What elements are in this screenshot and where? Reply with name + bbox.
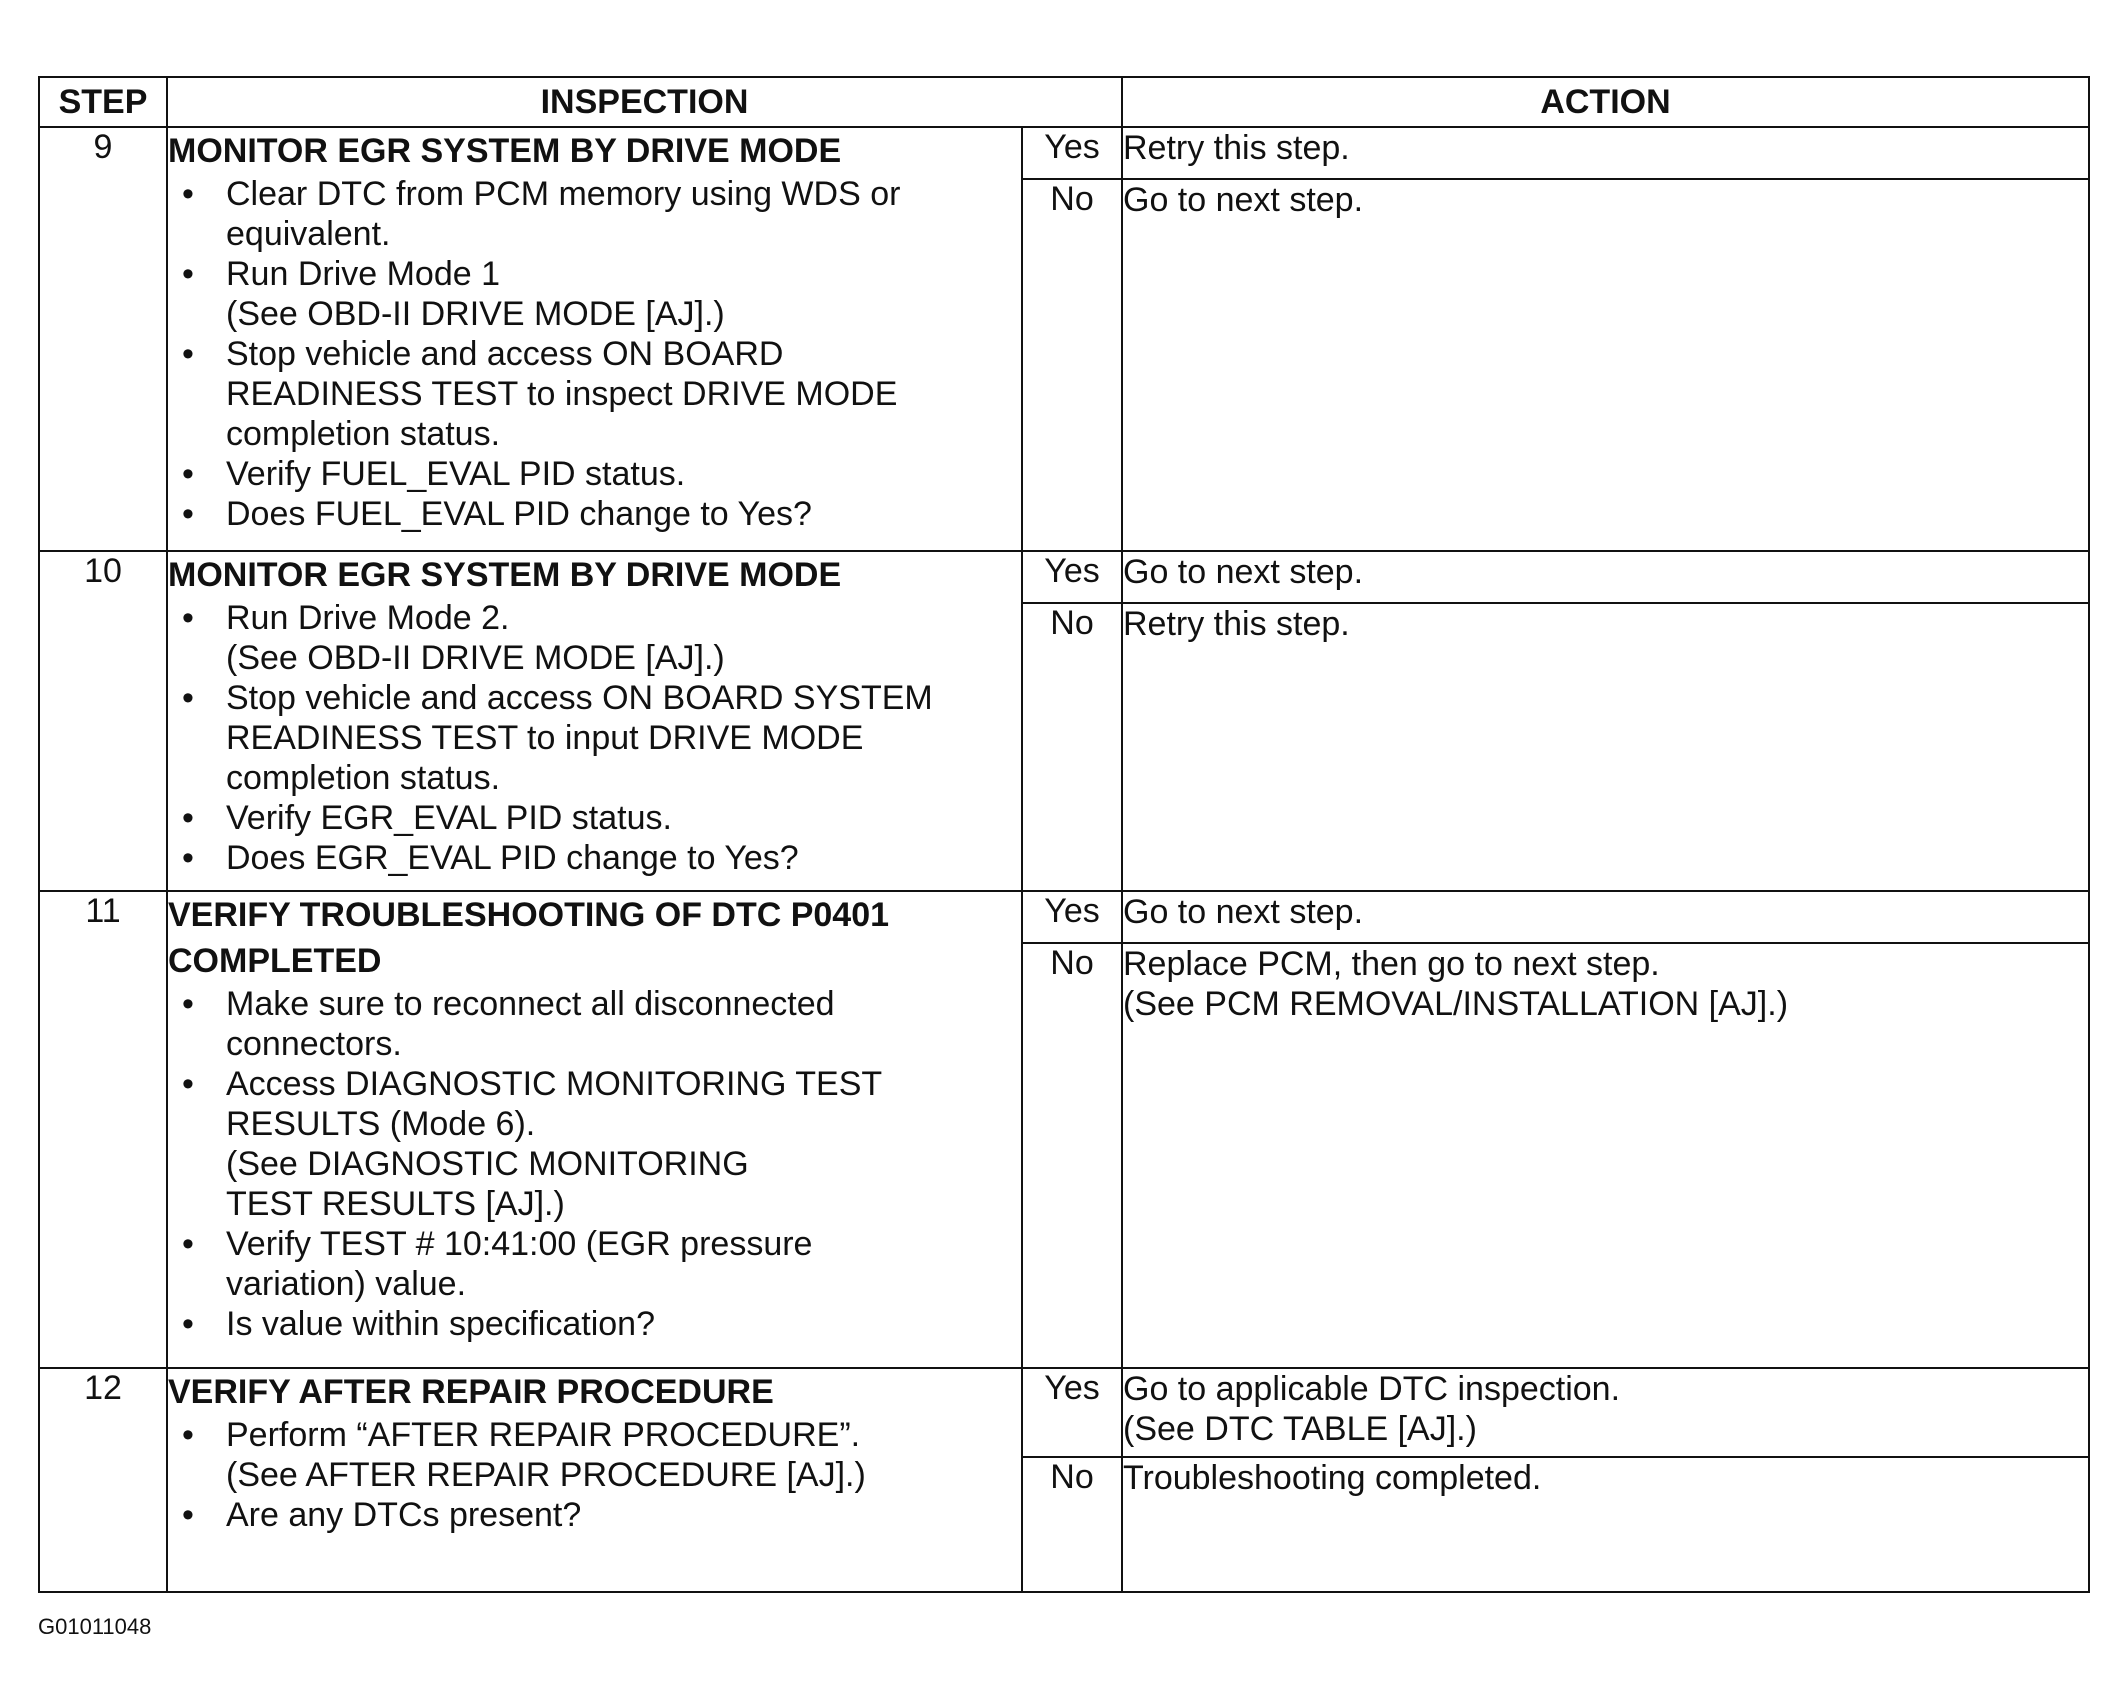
inspection-bullet [182,1495,1021,1535]
figure-id: G01011048 [38,1614,152,1639]
action-line: Go to next step. [1123,893,1364,931]
inspection-bullet [182,494,1021,534]
inspection-cell [167,1368,1022,1592]
table-row [39,891,2089,943]
bullet-line: • Stop vehicle and access ON BOARD [226,335,784,373]
inspection-bullet [182,334,1021,454]
no-label: No [1022,943,1122,1368]
bullet-line: • Verify EGR_EVAL PID status. [226,799,672,837]
inspection-title: MONITOR EGR SYSTEM BY DRIVE MODE [168,132,842,170]
no-action [1122,603,2089,891]
header-action: ACTION [1122,77,2089,127]
yes-label: Yes [1022,1368,1122,1457]
bullet-line: • Does EGR_EVAL PID change to Yes? [226,839,799,877]
bullet-line: • Verify FUEL_EVAL PID status. [226,455,686,493]
bullet-line: completion status. [226,415,501,453]
step-number: 9 [39,127,167,551]
step-number: 11 [39,891,167,1368]
bullet-line: • Access DIAGNOSTIC MONITORING TEST [226,1065,883,1103]
inspection-bullet [182,254,1021,334]
yes-action [1122,891,2089,943]
inspection-bullet [182,1224,1021,1304]
no-label: No [1022,1457,1122,1592]
bullet-line: completion status. [226,759,501,797]
bullet-line: • Run Drive Mode 1 [226,255,501,293]
table-row [39,1368,2089,1457]
inspection-bullets [168,1415,1021,1535]
inspection-bullets [168,598,1021,878]
diagnostic-page [38,76,2090,1593]
inspection-bullet [182,174,1021,254]
bullet-line: • Does FUEL_EVAL PID change to Yes? [226,495,812,533]
header-row [39,77,2089,127]
inspection-title: VERIFY AFTER REPAIR PROCEDURE [168,1373,774,1411]
table-row [39,127,2089,179]
inspection-cell [167,551,1022,891]
inspection-bullet [182,678,1021,798]
bullet-line: READINESS TEST to inspect DRIVE MODE [226,375,898,413]
bullet-line: • Perform “AFTER REPAIR PROCEDURE”. [226,1416,861,1454]
bullet-line: (See OBD-II DRIVE MODE [AJ].) [226,295,725,333]
no-label: No [1022,179,1122,551]
header-step: STEP [39,77,167,127]
no-action [1122,1457,2089,1592]
no-label: No [1022,603,1122,891]
action-line: Go to applicable DTC inspection. [1123,1370,1621,1408]
bullet-line: connectors. [226,1025,402,1063]
bullet-line: READINESS TEST to input DRIVE MODE [226,719,864,757]
bullet-line: • Is value within specification? [226,1305,656,1343]
yes-action [1122,127,2089,179]
bullet-line: • Are any DTCs present? [226,1496,582,1534]
bullet-line: (See AFTER REPAIR PROCEDURE [AJ].) [226,1456,866,1494]
inspection-bullet [182,798,1021,838]
inspection-cell [167,127,1022,551]
bullet-line: RESULTS (Mode 6). [226,1105,536,1143]
action-line: Go to next step. [1123,553,1364,591]
no-action [1122,943,2089,1368]
step-number: 12 [39,1368,167,1592]
diagnostic-table [38,76,2090,1593]
yes-label: Yes [1022,127,1122,179]
inspection-bullet [182,838,1021,878]
bullet-line: • Clear DTC from PCM memory using WDS or [226,175,901,213]
action-line: (See DTC TABLE [AJ].) [1123,1410,1477,1448]
table-body [39,127,2089,1592]
inspection-title: VERIFY TROUBLESHOOTING OF DTC P0401 COMPLETED [168,896,890,980]
inspection-bullet [182,984,1021,1064]
inspection-title: MONITOR EGR SYSTEM BY DRIVE MODE [168,556,842,594]
inspection-cell [167,891,1022,1368]
inspection-bullet [182,1064,1021,1224]
header-inspection: INSPECTION [167,77,1122,127]
inspection-bullets [168,984,1021,1344]
inspection-bullet [182,454,1021,494]
yes-action [1122,1368,2089,1457]
inspection-bullet [182,1415,1021,1495]
yes-label: Yes [1022,891,1122,943]
action-line: Replace PCM, then go to next step. [1123,945,1660,983]
inspection-bullets [168,174,1021,534]
bullet-line: (See DIAGNOSTIC MONITORING [226,1145,749,1183]
bullet-line: equivalent. [226,215,391,253]
bullet-line: • Make sure to reconnect all disconnected [226,985,835,1023]
action-line: Troubleshooting completed. [1123,1459,1542,1497]
inspection-bullet [182,598,1021,678]
yes-action [1122,551,2089,603]
bullet-line: (See OBD-II DRIVE MODE [AJ].) [226,639,725,677]
yes-label: Yes [1022,551,1122,603]
action-line: Retry this step. [1123,129,1350,167]
no-action [1122,179,2089,551]
action-line: Go to next step. [1123,181,1364,219]
step-number: 10 [39,551,167,891]
bullet-line: • Verify TEST # 10:41:00 (EGR pressure [226,1225,813,1263]
bullet-line: TEST RESULTS [AJ].) [226,1185,565,1223]
bullet-line: • Run Drive Mode 2. [226,599,510,637]
inspection-bullet [182,1304,1021,1344]
action-line: Retry this step. [1123,605,1350,643]
bullet-line: variation) value. [226,1265,467,1303]
table-row [39,551,2089,603]
bullet-line: • Stop vehicle and access ON BOARD SYSTEM [226,679,933,717]
action-line: (See PCM REMOVAL/INSTALLATION [AJ].) [1123,985,1789,1023]
